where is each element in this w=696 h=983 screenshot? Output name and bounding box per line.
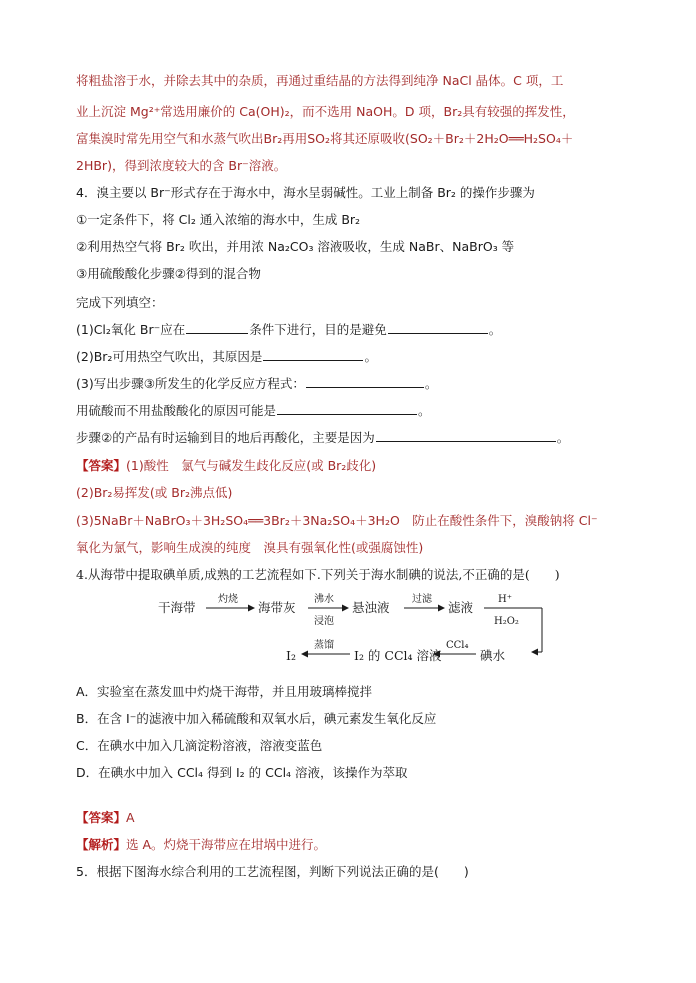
question-4-stem: 4.从海带中提取碘单质,成熟的工艺流程如下.下列关于海水制碘的说法,不正确的是( ) xyxy=(76,567,560,582)
fill-item-2-prefix: (2)Br₂可用热空气吹出，其原因是 xyxy=(76,349,263,364)
flow-node-suspension: 悬浊液 xyxy=(352,600,390,615)
flow-node-ash: 海带灰 xyxy=(258,600,296,615)
fill-item-3-prefix: (3)写出步骤③所发生的化学反应方程式： xyxy=(76,376,305,391)
fill-item-3 xyxy=(76,375,636,393)
fill-item-5 xyxy=(76,429,636,447)
flow-node-iodine-water: 碘水 xyxy=(480,648,506,663)
analysis-2 xyxy=(76,836,636,854)
step-1: ①一定条件下，将 Cl₂ 通入浓缩的海水中，生成 Br₂ xyxy=(76,212,361,227)
step-2: ②利用热空气将 Br₂ 吹出，并用浓 Na₂CO₃ 溶液吸收，生成 NaBr、NaBrO₃ 等 xyxy=(76,239,515,254)
fill-item-4 xyxy=(76,402,636,420)
flow-node-filtrate: 滤液 xyxy=(448,600,474,615)
answer-line-3: (3)5NaBr＋NaBrO₃＋3H₂SO₄══3Br₂＋3Na₂SO₄＋3H₂O 防止在酸性条件下，溴酸钠将 Cl⁻ xyxy=(76,513,598,528)
flow-node-i2-in-ccl4: I₂ 的 CCl₄ 溶液 xyxy=(354,648,442,663)
option-c: C．在碘水中加入几滴淀粉溶液，溶液变蓝色 xyxy=(76,738,323,753)
question-5-stem: 5．根据下图海水综合利用的工艺流程图，判断下列说法正确的是( ) xyxy=(76,864,469,879)
flow-node-dry-kelp: 干海带 xyxy=(158,600,196,615)
flow-label-ccl4: CCl₄ xyxy=(446,640,469,651)
fill-item-5-prefix: 步骤②的产品有时运输到目的地后再酸化，主要是因为 xyxy=(76,430,375,445)
flow-label-peroxide: H₂O₂ xyxy=(494,616,519,627)
flow-label-filter: 过滤 xyxy=(412,594,432,605)
step-3: ③用硫酸酸化步骤②得到的混合物 xyxy=(76,266,261,281)
fill-item-2-suffix: 。 xyxy=(364,349,377,364)
fill-item-1-middle: 条件下进行，目的是避免 xyxy=(249,322,387,337)
fill-item-1-prefix: (1)Cl₂氧化 Br⁻应在 xyxy=(76,322,186,337)
answer-blank[interactable] xyxy=(376,429,556,442)
answer-blank[interactable] xyxy=(186,321,248,334)
analysis-tag: 【解析】 xyxy=(76,837,127,852)
question-stem: 4．溴主要以 Br⁻形式存在于海水中，海水呈弱碱性。工业上制备 Br₂ 的操作步骤为 xyxy=(76,185,535,200)
option-d: D．在碘水中加入 CCl₄ 得到 I₂ 的 CCl₄ 溶液，该操作为萃取 xyxy=(76,765,408,780)
fill-instruction: 完成下列填空： xyxy=(76,295,164,310)
answer-2 xyxy=(76,809,636,827)
fill-item-1-suffix: 。 xyxy=(488,322,502,337)
option-b: B．在含 I⁻的滤液中加入稀硫酸和双氧水后，碘元素发生氧化反应 xyxy=(76,711,437,726)
option-a: A．实验室在蒸发皿中灼烧干海带，并且用玻璃棒搅拌 xyxy=(76,684,373,699)
explanation-line: 2HBr)，得到浓度较大的含 Br⁻溶液。 xyxy=(76,158,287,173)
answer-blank[interactable] xyxy=(277,402,417,415)
fill-item-4-prefix: 用硫酸而不用盐酸酸化的原因可能是 xyxy=(76,403,277,418)
fill-item-4-suffix: 。 xyxy=(418,403,431,418)
flow-label-distill: 蒸馏 xyxy=(314,640,334,651)
answer-blank[interactable] xyxy=(263,348,363,361)
fill-item-2 xyxy=(76,348,636,366)
fill-item-5-suffix: 。 xyxy=(556,430,570,445)
explanation-line: 将粗盐溶于水，并除去其中的杂质，再通过重结晶的方法得到纯净 NaCl 晶体。C 项，工 xyxy=(76,73,564,88)
explanation-line: 富集溴时常先用空气和水蒸气吹出Br₂再用SO₂将其还原吸收(SO₂＋Br₂＋2H₂O══H₂SO₄＋ xyxy=(76,131,574,146)
fill-item-3-suffix: 。 xyxy=(424,376,438,391)
answer-text: (1)酸性 氯气与碱发生歧化反应(或 Br₂歧化) xyxy=(126,458,377,473)
answer-line-4: 氧化为氯气，影响生成溴的纯度 溴具有强氧化性(或强腐蚀性) xyxy=(76,540,424,555)
flow-label-acid: H⁺ xyxy=(498,594,512,605)
answer-tag: 【答案】 xyxy=(76,458,127,473)
answer-line-1 xyxy=(76,457,636,475)
explanation-line: 业上沉淀 Mg²⁺常选用廉价的 Ca(OH)₂，而不选用 NaOH。D 项，Br₂具有较强的挥发性， xyxy=(76,104,575,119)
iodine-process-flowchart xyxy=(150,592,550,672)
answer-blank[interactable] xyxy=(306,375,424,388)
flow-node-iodine: I₂ xyxy=(286,648,296,663)
fill-item-1 xyxy=(76,321,636,339)
answer-text: A xyxy=(126,810,135,825)
answer-tag: 【答案】 xyxy=(76,810,127,825)
answer-line-2: (2)Br₂易挥发(或 Br₂沸点低) xyxy=(76,485,233,500)
flow-label-soak: 浸泡 xyxy=(314,616,334,627)
flow-label-burn: 灼烧 xyxy=(218,594,238,605)
flow-label-boiling-water: 沸水 xyxy=(314,594,334,605)
answer-blank[interactable] xyxy=(388,321,488,334)
analysis-text: 选 A。灼烧干海带应在坩埚中进行。 xyxy=(126,837,327,852)
